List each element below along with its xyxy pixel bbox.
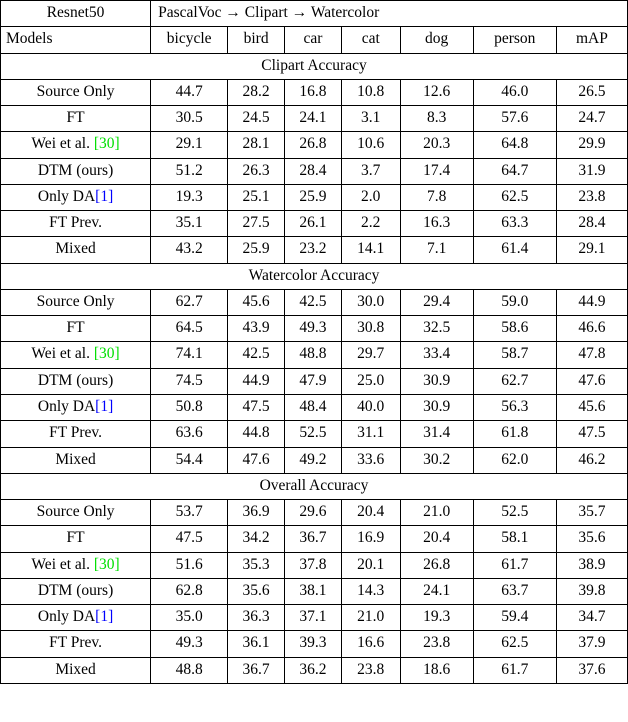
cell-map: 47.5: [556, 421, 627, 447]
cell-car: 29.6: [285, 500, 342, 526]
cell-bicycle: 30.5: [151, 106, 228, 132]
cell-person: 64.7: [473, 158, 556, 184]
cell-dog: 30.9: [400, 368, 473, 394]
cell-cat: 40.0: [341, 394, 400, 420]
cell-dog: 31.4: [400, 421, 473, 447]
cell-bicycle: 48.8: [151, 657, 228, 683]
row-label: DTM (ours): [1, 158, 151, 184]
cell-dog: 7.8: [400, 184, 473, 210]
table-row: [1, 578, 628, 604]
cell-map: 35.7: [556, 500, 627, 526]
cell-car: 26.8: [285, 132, 342, 158]
table-row: [1, 106, 628, 132]
cell-bird: 42.5: [228, 342, 285, 368]
cell-dog: 29.4: [400, 289, 473, 315]
table-row: [1, 657, 628, 683]
table-row: [1, 342, 628, 368]
cell-bird: 28.2: [228, 79, 285, 105]
cell-cat: 2.2: [341, 211, 400, 237]
cell-map: 47.6: [556, 368, 627, 394]
cell-cat: 23.8: [341, 657, 400, 683]
cell-bicycle: 51.2: [151, 158, 228, 184]
cell-car: 24.1: [285, 106, 342, 132]
cell-map: 44.9: [556, 289, 627, 315]
cell-cat: 30.8: [341, 316, 400, 342]
table-row: [1, 316, 628, 342]
cell-dog: 8.3: [400, 106, 473, 132]
cell-person: 58.1: [473, 526, 556, 552]
cell-bicycle: 53.7: [151, 500, 228, 526]
row-label: Mixed: [1, 657, 151, 683]
column-header-bicycle: bicycle: [151, 27, 228, 53]
column-header-cat: cat: [341, 27, 400, 53]
table-row: [1, 211, 628, 237]
results-table-body: [1, 1, 628, 684]
cell-bicycle: 62.7: [151, 289, 228, 315]
cell-cat: 10.8: [341, 79, 400, 105]
cell-car: 52.5: [285, 421, 342, 447]
cell-bird: 44.8: [228, 421, 285, 447]
cell-bird: 36.3: [228, 605, 285, 631]
cell-car: 42.5: [285, 289, 342, 315]
cell-bird: 25.9: [228, 237, 285, 263]
row-label: Source Only: [1, 289, 151, 315]
table-row: [1, 368, 628, 394]
cell-bicycle: 62.8: [151, 578, 228, 604]
cell-car: 48.8: [285, 342, 342, 368]
cell-map: 47.8: [556, 342, 627, 368]
cell-dog: 32.5: [400, 316, 473, 342]
table-header-row-columns: [1, 27, 628, 53]
cell-car: 37.8: [285, 552, 342, 578]
cell-cat: 3.7: [341, 158, 400, 184]
cell-person: 52.5: [473, 500, 556, 526]
cell-dog: 17.4: [400, 158, 473, 184]
citation-link[interactable]: [30]: [93, 555, 120, 573]
cell-dog: 24.1: [400, 578, 473, 604]
table-row: [1, 394, 628, 420]
cell-dog: 30.2: [400, 447, 473, 473]
cell-car: 39.3: [285, 631, 342, 657]
cell-dog: 20.4: [400, 526, 473, 552]
cell-person: 62.5: [473, 184, 556, 210]
cell-bird: 25.1: [228, 184, 285, 210]
task-header: PascalVoc → Clipart → Watercolor: [151, 1, 628, 27]
row-label: FT Prev.: [1, 421, 151, 447]
row-label: DTM (ours): [1, 368, 151, 394]
cell-cat: 25.0: [341, 368, 400, 394]
cell-car: 28.4: [285, 158, 342, 184]
cell-bird: 24.5: [228, 106, 285, 132]
cell-bicycle: 47.5: [151, 526, 228, 552]
section-title-row: [1, 473, 628, 499]
cell-person: 61.7: [473, 552, 556, 578]
cell-cat: 16.6: [341, 631, 400, 657]
cell-map: 35.6: [556, 526, 627, 552]
cell-dog: 7.1: [400, 237, 473, 263]
cell-car: 25.9: [285, 184, 342, 210]
row-label: Wei et al. [30]: [1, 132, 151, 158]
table-row: [1, 158, 628, 184]
column-header-models: Models: [1, 27, 151, 53]
cell-person: 61.8: [473, 421, 556, 447]
table-row: [1, 132, 628, 158]
cell-map: 34.7: [556, 605, 627, 631]
row-label: FT: [1, 316, 151, 342]
table-row: [1, 447, 628, 473]
cell-bicycle: 54.4: [151, 447, 228, 473]
row-label: Only DA[1]: [1, 605, 151, 631]
section-title-row: [1, 53, 628, 79]
cell-bird: 27.5: [228, 211, 285, 237]
citation-link[interactable]: [1]: [95, 397, 114, 415]
column-header-person: person: [473, 27, 556, 53]
row-label: FT: [1, 526, 151, 552]
cell-bicycle: 19.3: [151, 184, 228, 210]
cell-map: 24.7: [556, 106, 627, 132]
section-title: Overall Accuracy: [1, 473, 628, 499]
cell-map: 31.9: [556, 158, 627, 184]
column-header-dog: dog: [400, 27, 473, 53]
cell-bicycle: 49.3: [151, 631, 228, 657]
cell-dog: 19.3: [400, 605, 473, 631]
cell-person: 59.0: [473, 289, 556, 315]
cell-bicycle: 63.6: [151, 421, 228, 447]
cell-map: 46.6: [556, 316, 627, 342]
table-row: [1, 289, 628, 315]
row-label: Only DA[1]: [1, 184, 151, 210]
cell-bird: 35.6: [228, 578, 285, 604]
cell-cat: 20.1: [341, 552, 400, 578]
cell-bicycle: 35.0: [151, 605, 228, 631]
section-title-row: [1, 263, 628, 289]
row-label: Source Only: [1, 500, 151, 526]
cell-car: 49.3: [285, 316, 342, 342]
cell-dog: 33.4: [400, 342, 473, 368]
cell-person: 58.6: [473, 316, 556, 342]
table-header-row-task: [1, 1, 628, 27]
cell-map: 29.9: [556, 132, 627, 158]
cell-person: 62.7: [473, 368, 556, 394]
row-label: Wei et al. [30]: [1, 552, 151, 578]
cell-cat: 30.0: [341, 289, 400, 315]
cell-bird: 47.5: [228, 394, 285, 420]
citation-link[interactable]: [30]: [93, 345, 120, 363]
cell-person: 61.4: [473, 237, 556, 263]
cell-map: 26.5: [556, 79, 627, 105]
row-label: Source Only: [1, 79, 151, 105]
column-header-map: mAP: [556, 27, 627, 53]
cell-person: 63.7: [473, 578, 556, 604]
cell-bicycle: 44.7: [151, 79, 228, 105]
cell-car: 48.4: [285, 394, 342, 420]
row-label: DTM (ours): [1, 578, 151, 604]
cell-dog: 20.3: [400, 132, 473, 158]
cell-dog: 18.6: [400, 657, 473, 683]
cell-bird: 36.9: [228, 500, 285, 526]
table-row: [1, 631, 628, 657]
citation-link[interactable]: [1]: [95, 608, 114, 626]
cell-dog: 26.8: [400, 552, 473, 578]
cell-bicycle: 50.8: [151, 394, 228, 420]
column-header-bird: bird: [228, 27, 285, 53]
cell-person: 56.3: [473, 394, 556, 420]
cell-map: 37.9: [556, 631, 627, 657]
section-title: Watercolor Accuracy: [1, 263, 628, 289]
table-row: [1, 605, 628, 631]
cell-bicycle: 64.5: [151, 316, 228, 342]
cell-cat: 29.7: [341, 342, 400, 368]
cell-bird: 28.1: [228, 132, 285, 158]
cell-bird: 34.2: [228, 526, 285, 552]
cell-bird: 43.9: [228, 316, 285, 342]
cell-dog: 30.9: [400, 394, 473, 420]
cell-map: 37.6: [556, 657, 627, 683]
cell-car: 23.2: [285, 237, 342, 263]
cell-person: 64.8: [473, 132, 556, 158]
cell-bird: 44.9: [228, 368, 285, 394]
cell-bird: 45.6: [228, 289, 285, 315]
cell-car: 16.8: [285, 79, 342, 105]
cell-bicycle: 74.5: [151, 368, 228, 394]
cell-dog: 12.6: [400, 79, 473, 105]
table-row: [1, 421, 628, 447]
cell-map: 29.1: [556, 237, 627, 263]
cell-person: 59.4: [473, 605, 556, 631]
section-title: Clipart Accuracy: [1, 53, 628, 79]
cell-cat: 10.6: [341, 132, 400, 158]
cell-person: 62.0: [473, 447, 556, 473]
cell-car: 38.1: [285, 578, 342, 604]
table-row: [1, 552, 628, 578]
table-row: [1, 237, 628, 263]
cell-person: 62.5: [473, 631, 556, 657]
cell-car: 36.2: [285, 657, 342, 683]
table-row: [1, 184, 628, 210]
row-label: Mixed: [1, 447, 151, 473]
cell-bicycle: 51.6: [151, 552, 228, 578]
row-label: Mixed: [1, 237, 151, 263]
cell-cat: 3.1: [341, 106, 400, 132]
cell-cat: 21.0: [341, 605, 400, 631]
row-label: Wei et al. [30]: [1, 342, 151, 368]
cell-person: 63.3: [473, 211, 556, 237]
cell-map: 46.2: [556, 447, 627, 473]
cell-person: 61.7: [473, 657, 556, 683]
cell-car: 36.7: [285, 526, 342, 552]
cell-bird: 35.3: [228, 552, 285, 578]
cell-cat: 2.0: [341, 184, 400, 210]
row-label: Only DA[1]: [1, 394, 151, 420]
cell-dog: 21.0: [400, 500, 473, 526]
cell-person: 46.0: [473, 79, 556, 105]
citation-link[interactable]: [30]: [93, 135, 120, 153]
row-label: FT Prev.: [1, 631, 151, 657]
cell-bird: 47.6: [228, 447, 285, 473]
cell-dog: 16.3: [400, 211, 473, 237]
row-label: FT: [1, 106, 151, 132]
cell-map: 28.4: [556, 211, 627, 237]
table-row: [1, 500, 628, 526]
cell-bicycle: 43.2: [151, 237, 228, 263]
cell-cat: 14.3: [341, 578, 400, 604]
table-row: [1, 79, 628, 105]
cell-bird: 26.3: [228, 158, 285, 184]
column-header-car: car: [285, 27, 342, 53]
cell-person: 57.6: [473, 106, 556, 132]
cell-bicycle: 29.1: [151, 132, 228, 158]
cell-map: 38.9: [556, 552, 627, 578]
cell-car: 49.2: [285, 447, 342, 473]
backbone-label: Resnet50: [1, 1, 151, 27]
cell-bird: 36.1: [228, 631, 285, 657]
cell-cat: 31.1: [341, 421, 400, 447]
row-label: FT Prev.: [1, 211, 151, 237]
cell-car: 26.1: [285, 211, 342, 237]
citation-link[interactable]: [1]: [95, 187, 114, 205]
cell-bird: 36.7: [228, 657, 285, 683]
cell-car: 37.1: [285, 605, 342, 631]
cell-cat: 20.4: [341, 500, 400, 526]
cell-bicycle: 74.1: [151, 342, 228, 368]
cell-map: 45.6: [556, 394, 627, 420]
cell-person: 58.7: [473, 342, 556, 368]
cell-map: 39.8: [556, 578, 627, 604]
cell-cat: 14.1: [341, 237, 400, 263]
cell-car: 47.9: [285, 368, 342, 394]
cell-cat: 16.9: [341, 526, 400, 552]
cell-bicycle: 35.1: [151, 211, 228, 237]
cell-cat: 33.6: [341, 447, 400, 473]
cell-map: 23.8: [556, 184, 627, 210]
cell-dog: 23.8: [400, 631, 473, 657]
table-row: [1, 526, 628, 552]
